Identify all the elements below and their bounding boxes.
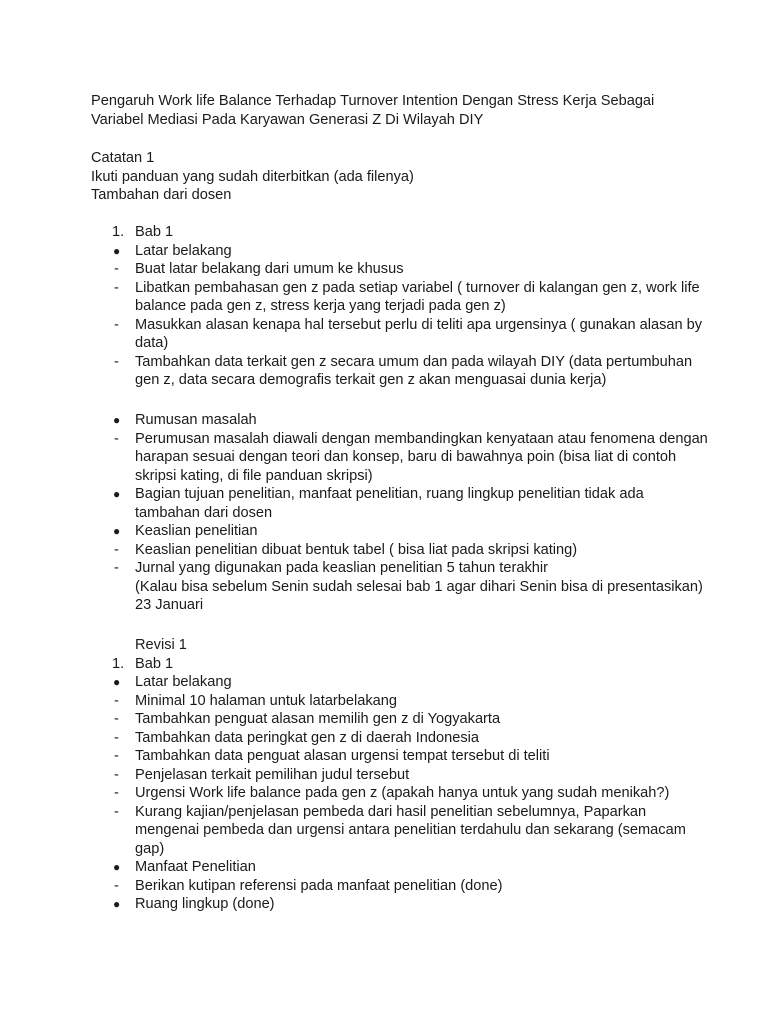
list-item-text: balance pada gen z, stress kerja yang terjadi pada gen z)	[135, 298, 506, 314]
list-item-dash	[91, 710, 691, 729]
list-item-dash	[91, 353, 691, 390]
list-item-rumusan-masalah	[91, 411, 691, 430]
list-item-text: Urgensi Work life balance pada gen z (apakah hanya untuk yang sudah menikah?)	[135, 785, 670, 801]
bullet-marker: ●	[113, 413, 121, 427]
dash-marker: -	[114, 279, 119, 296]
list-item-text: tambahan dari dosen	[135, 504, 273, 521]
list-item-dash	[91, 784, 691, 803]
dash-marker: -	[114, 692, 119, 709]
dash-marker: -	[114, 711, 119, 727]
list-item-text: Bab 1	[135, 655, 174, 672]
list-item-text: Bagian tujuan penelitian, manfaat penelitian, ruang lingkup penelitian tidak ada	[135, 486, 644, 502]
dash-marker: -	[114, 541, 119, 558]
list-item-dash	[91, 877, 691, 896]
list-item-dash	[91, 541, 691, 560]
section-1-list-continued	[91, 411, 708, 615]
number-marker: 1.	[112, 655, 125, 672]
dash-marker: -	[114, 316, 119, 333]
dash-marker: -	[114, 748, 119, 764]
list-item-text: Buat latar belakang dari umum ke khusus	[135, 261, 404, 277]
list-item-ruang-lingkup	[91, 895, 691, 914]
list-item-dash	[91, 430, 708, 486]
list-item-text: Minimal 10 halaman untuk latarbelakang	[135, 692, 398, 709]
list-item-dash	[91, 279, 700, 316]
bullet-marker: ●	[113, 524, 121, 538]
list-item-text: skripsi kating, di file panduan skripsi)	[135, 467, 373, 484]
bullet-marker: ●	[113, 860, 121, 874]
dash-marker: -	[114, 353, 119, 370]
title-line-1: Pengaruh Work life Balance Terhadap Turnover Intention Dengan Stress Kerja Sebagai	[91, 93, 655, 109]
list-item-text: Masukkan alasan kenapa hal tersebut perlu di teliti apa urgensinya ( gunakan alasan by	[135, 316, 703, 333]
list-item-manfaat	[91, 858, 691, 877]
bullet-marker: ●	[113, 897, 121, 911]
list-item-text: Latar belakang	[135, 674, 232, 690]
list-item-text: Penjelasan terkait pemilihan judul tersebut	[135, 766, 410, 783]
dash-marker: -	[114, 560, 119, 576]
dash-marker: -	[114, 785, 119, 801]
dash-marker: -	[114, 766, 119, 783]
bullet-marker: ●	[113, 675, 121, 689]
list-item-text: Bab 1	[135, 224, 174, 240]
catatan-line-2: Tambahan dari dosen	[91, 187, 232, 203]
list-item-text: Keaslian penelitian	[135, 523, 258, 539]
title-line-2: Variabel Mediasi Pada Karyawan Generasi Z Di Wilayah DIY	[91, 111, 484, 128]
list-item-dash	[91, 559, 703, 615]
list-item-text: harapan sesuai dengan teori dan konsep, baru di bawahnya poin (bisa liat di contoh	[135, 449, 677, 465]
list-item-text: Latar belakang	[135, 242, 232, 259]
list-item-text: mengenai pembeda dan urgensi antara penelitian terdahulu dan sekarang (semacam	[135, 822, 686, 838]
list-item-bab-1	[91, 223, 691, 242]
revisi-list	[91, 636, 691, 914]
list-item-text: Tambahkan data terkait gen z secara umum dan pada wilayah DIY (data pertumbuhan	[135, 353, 693, 370]
list-item-text: Manfaat Penelitian	[135, 859, 256, 875]
list-item-text: Perumusan masalah diawali dengan membandingkan kenyataan atau fenomena dengan	[135, 430, 708, 447]
dash-marker: -	[114, 803, 119, 820]
list-item-latar-belakang	[91, 242, 691, 261]
list-item-text: gen z, data secara demografis terkait gen z akan menguasai dunia kerja)	[135, 372, 607, 388]
number-marker: 1.	[112, 224, 125, 240]
document-title	[91, 92, 691, 129]
list-item-text: Keaslian penelitian dibuat bentuk tabel ( bisa liat pada skripsi kating)	[135, 541, 578, 558]
list-item-dash	[91, 747, 691, 766]
dash-marker: -	[114, 729, 119, 746]
list-item-dash	[91, 692, 691, 711]
list-item-text: Kurang kajian/penjelasan pembeda dari hasil penelitian sebelumnya, Paparkan	[135, 803, 647, 820]
section-1-list	[91, 223, 703, 390]
catatan-heading: Catatan 1	[91, 150, 155, 166]
list-item-keaslian	[91, 522, 691, 541]
list-item-dash	[91, 316, 703, 353]
list-item-dash	[91, 729, 691, 748]
list-item-text: Tambahkan penguat alasan memilih gen z di Yogyakarta	[135, 711, 501, 727]
bullet-marker: ●	[113, 243, 121, 258]
list-item-text: Tambahkan data penguat alasan urgensi tempat tersebut di teliti	[135, 748, 550, 764]
list-item-text: data)	[135, 335, 169, 351]
catatan-block	[91, 149, 691, 205]
list-item-bab-1	[91, 655, 691, 674]
list-item-text: Berikan kutipan referensi pada manfaat penelitian (done)	[135, 877, 503, 894]
list-item-text: (Kalau bisa sebelum Senin sudah selesai bab 1 agar dihari Senin bisa di presentasikan)	[135, 578, 703, 595]
list-item-dash	[91, 803, 691, 859]
list-item-dash	[91, 260, 691, 279]
list-item-tujuan	[91, 485, 691, 522]
list-item-text: Rumusan masalah	[135, 412, 257, 428]
list-item-text: Libatkan pembahasan gen z pada setiap variabel ( turnover di kalangan gen z, work life	[135, 279, 700, 296]
list-item-text: Tambahkan data peringkat gen z di daerah Indonesia	[135, 729, 480, 746]
list-item-dash	[91, 766, 691, 785]
bullet-marker: ●	[113, 487, 121, 501]
dash-marker: -	[114, 877, 119, 894]
list-item-text: Ruang lingkup (done)	[135, 896, 275, 912]
dash-marker: -	[114, 430, 119, 447]
dash-marker: -	[114, 261, 119, 277]
list-item-text: 23 Januari	[135, 597, 204, 613]
list-item-text: Jurnal yang digunakan pada keaslian penelitian 5 tahun terakhir	[135, 560, 548, 576]
revisi-heading: Revisi 1	[135, 637, 187, 653]
catatan-line-1: Ikuti panduan yang sudah diterbitkan (ada filenya)	[91, 168, 414, 185]
list-item-latar-belakang	[91, 673, 691, 692]
list-item-text: gap)	[135, 840, 165, 857]
